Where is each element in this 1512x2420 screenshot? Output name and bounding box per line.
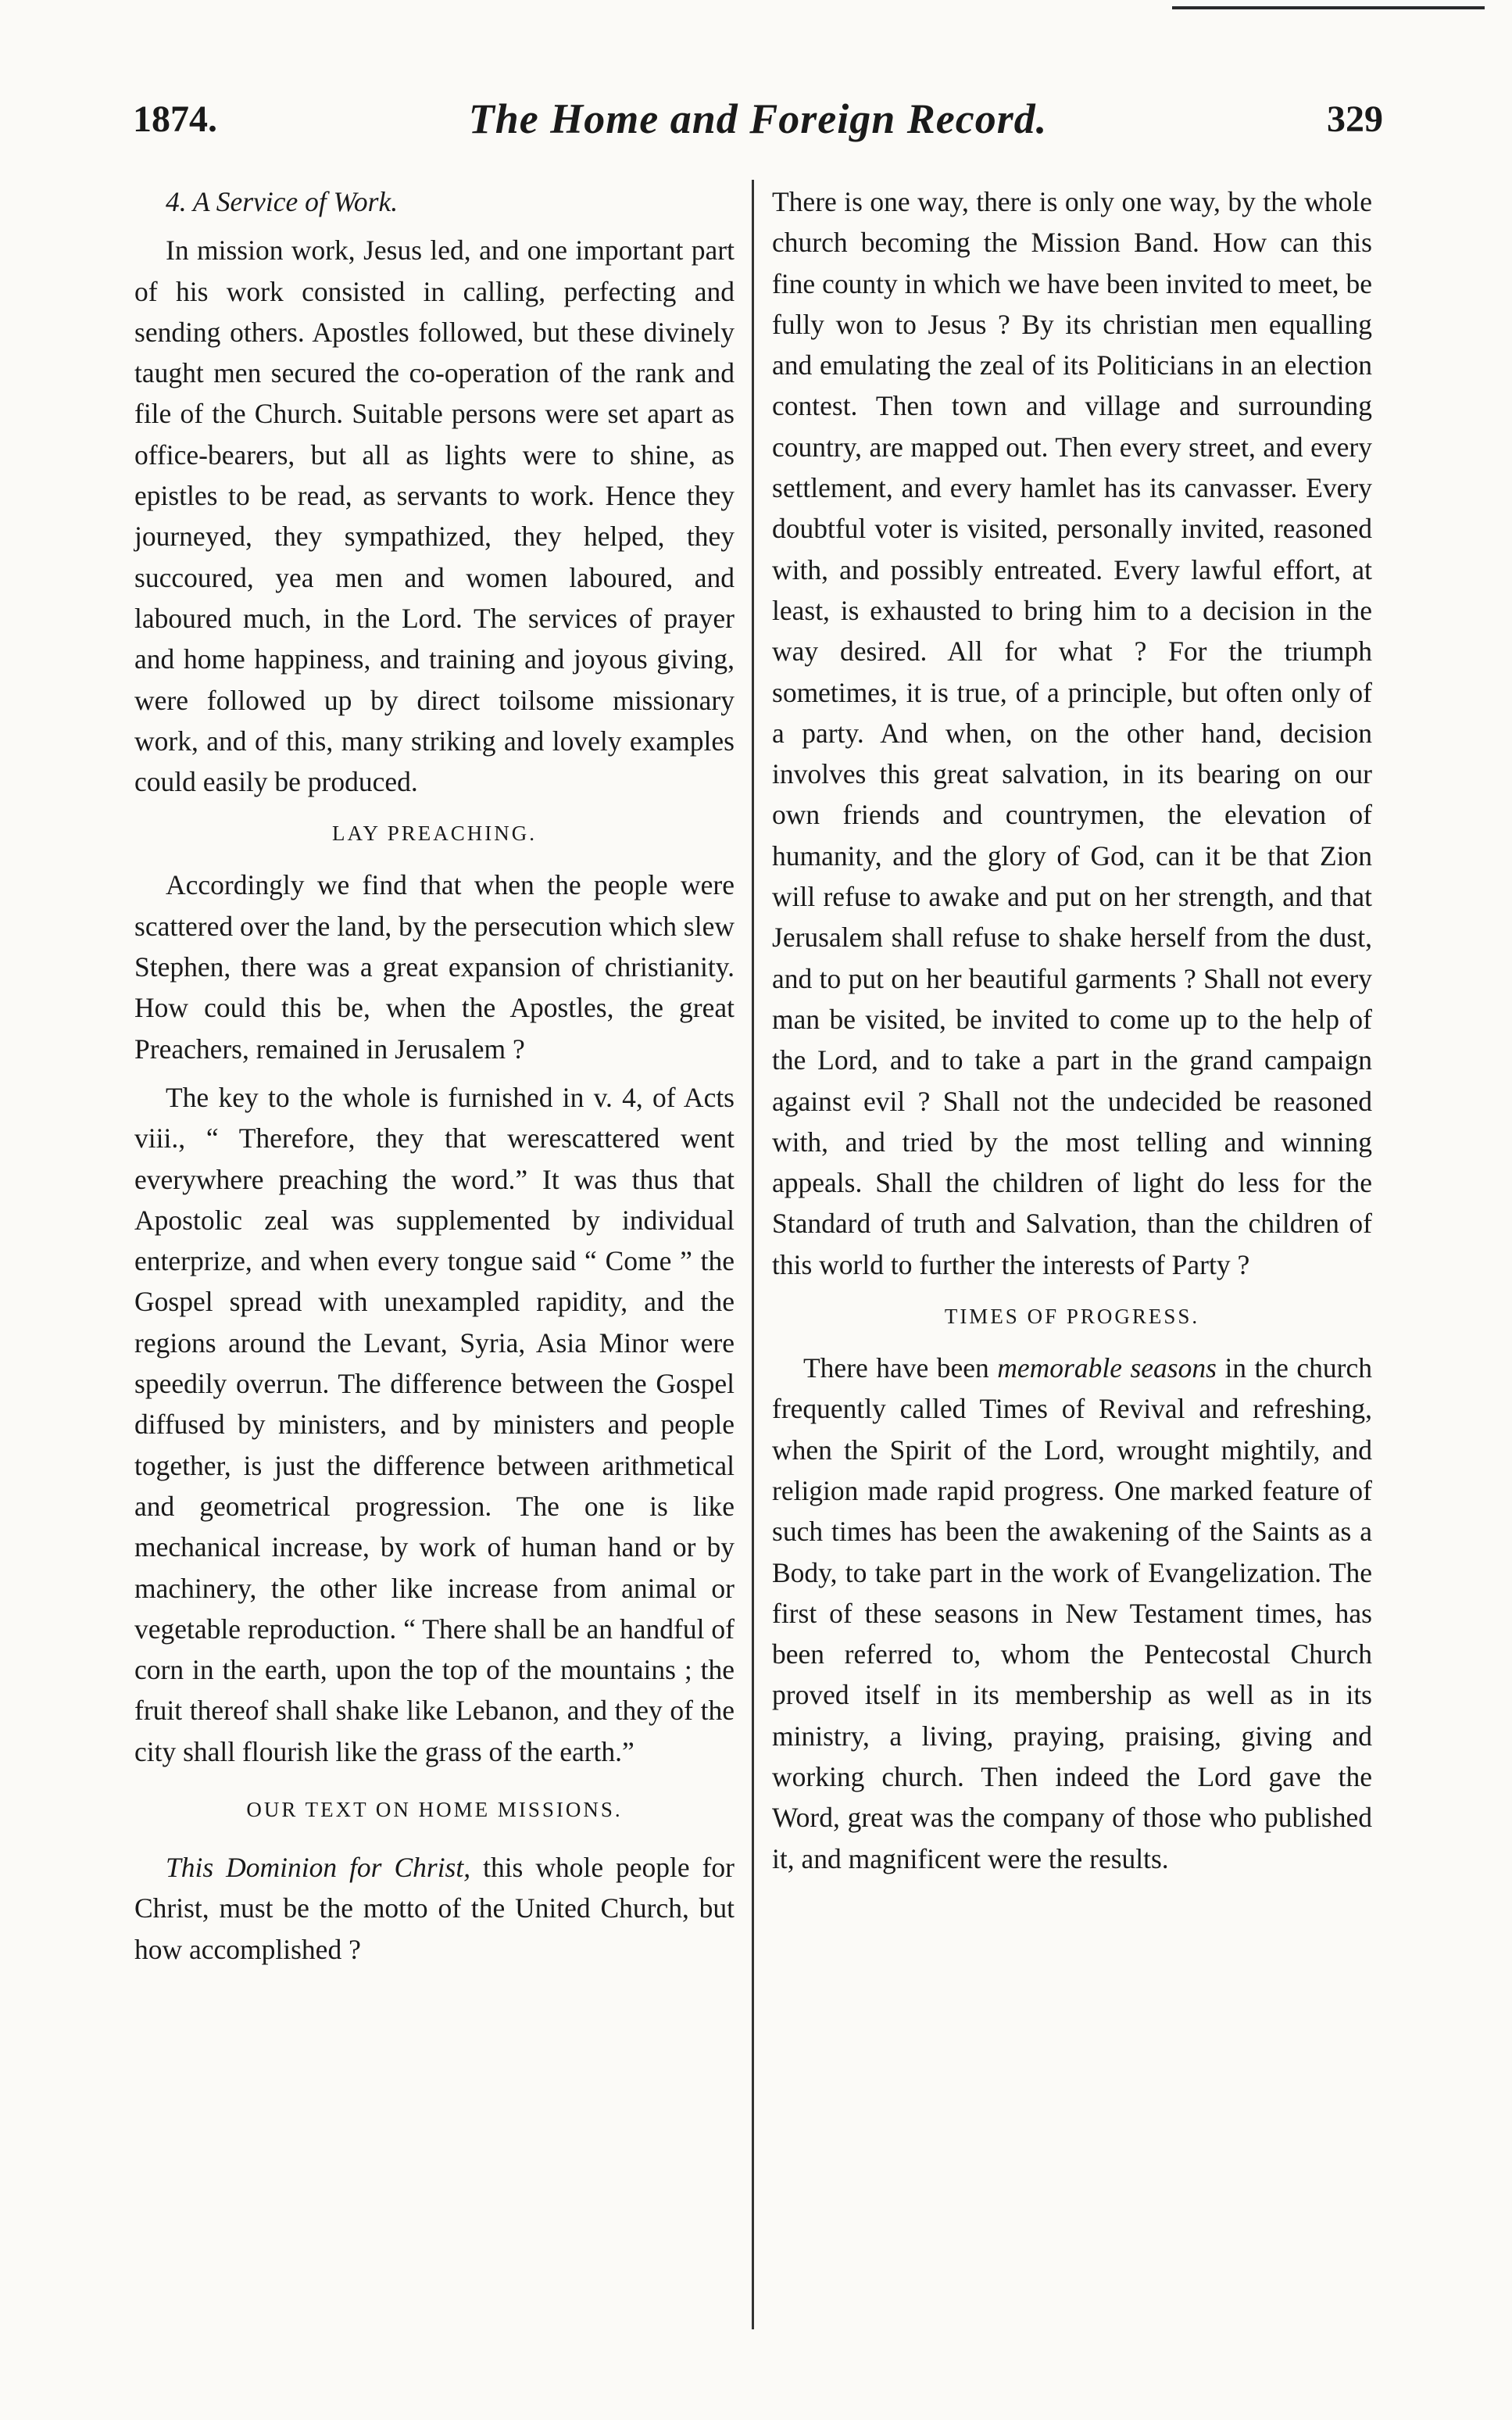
journal-title: The Home and Foreign Record.	[468, 95, 1048, 142]
top-rule	[1172, 6, 1485, 9]
seasons-start: There have been	[803, 1352, 998, 1384]
dominion-italic: This Dominion for Christ,	[166, 1851, 471, 1883]
section-subheading: 4. A Service of Work.	[166, 186, 399, 217]
paragraph-accordingly: Accordingly we find that when the people were scattered over the land, by the persecution which slew Stephen, there was a great expansion of christianity. How could this be, when the Apostles, the great Preachers, remained in Jerusalem ?	[134, 869, 735, 1065]
paragraph-memorable-seasons	[772, 1348, 1372, 1879]
right-column	[772, 181, 1372, 1887]
dominion-rest: this whole people for Christ, must be the motto of the United Church, but how accomplished ?	[134, 1851, 735, 1965]
page-number: 329	[1327, 98, 1383, 140]
seasons-italic: memorable seasons	[997, 1352, 1217, 1384]
heading-lay-preaching: LAY PREACHING.	[331, 822, 538, 846]
left-column	[134, 181, 735, 1978]
heading-times-of-progress: TIMES OF PROGRESS.	[944, 1305, 1200, 1329]
column-divider	[752, 180, 754, 2329]
heading-our-text: OUR TEXT ON HOME MISSIONS.	[246, 1797, 623, 1821]
paragraph-one-way: There is one way, there is only one way, by the whole church becoming the Mission Band. How can this fine county in which we have been invited to meet, be fully won to Jesus ? By its christian men equalling and emulating the zeal of its Politicians in an election contest. Then town and village and surrounding country, are mapped out. Then every street, and every settlement, and every hamlet has its canvasser. Every doubtful voter is visited, personally invited, reasoned with, and possibly entreated. Every lawful effort, at least, is exhausted to bring him to a decision in the way desired. All for what ? For the triumph sometimes, it is true, of a principle, but often only of a party. And when, on the other hand, decision involves this great salvation, in its bearing on our own friends and countrymen, the elevation of humanity, and the glory of God, can it be that Zion will refuse to awake and put on her strength, and that Jerusalem shall refuse to shake herself from the dust, and to put on her beautiful garments ? Shall not every man be visited, be invited to come up to the help of the Lord, and to take a part in the grand campaign against evil ? Shall not the undecided be reasoned with, and tried by the most telling and winning appeals. Shall the children of light do less for the Standard of truth and Salvation, than the children of this world to further the interests of Party ?	[772, 186, 1372, 1280]
paragraph-service-of-work: In mission work, Jesus led, and one important part of his work consisted in calling, perfecting and sending others. Apostles followed, but these divinely taught men secured the co-operation of the rank and file of the Church. Suitable persons were set apart as office-bearers, but all as lights were to shine, as epistles to be read, as servants to work. Hence they journeyed, they sympathized, they helped, they succoured, yea men and women laboured, and laboured much, in the Lord. The services of prayer and home happiness, and training and joyous giving, were followed up by direct toilsome missionary work, and of this, many striking and lovely examples could easily be produced.	[134, 234, 735, 798]
paragraph-key-to-whole: The key to the whole is furnished in v. 4, of Acts viii., “ Therefore, they that werescattered went everywhere preaching the word.” It was thus that Apostolic zeal was supplemented by individual enterprize, and when every tongue said “ Come ” the Gospel spread with unexampled rapidity, and the regions around the Levant, Syria, Asia Minor were speedily overrun. The difference between the Gospel diffused by ministers, and by ministers and people together, is just the difference between arithmetical and geometrical progression. The one is like mechanical increase, by work of human hand or by machinery, the other like increase from animal or vegetable reproduction. “ There shall be an handful of corn in the earth, upon the top of the mountains ; the fruit thereof shall shake like Lebanon, and they of the city shall flourish like the grass of the earth.”	[134, 1081, 735, 1767]
running-header	[133, 95, 1383, 152]
seasons-rest: in the church frequently called Times of Revival and refreshing, when the Spirit of the Lord, wrought mightily, and religion made rapid progress. One marked feature of such times has been the awakening of the Saints as a Body, to take part in the work of Evangelization. The first of these seasons in New Testament times, has been referred to, whom the Pentecostal Church proved itself in its membership as well as in its ministry, a living, praying, praising, giving and working church. Then indeed the Lord gave the Word, great was the company of those who published it, and magnificent were the results.	[772, 1352, 1373, 1874]
header-year: 1874.	[133, 98, 217, 140]
paragraph-dominion	[134, 1847, 735, 1970]
